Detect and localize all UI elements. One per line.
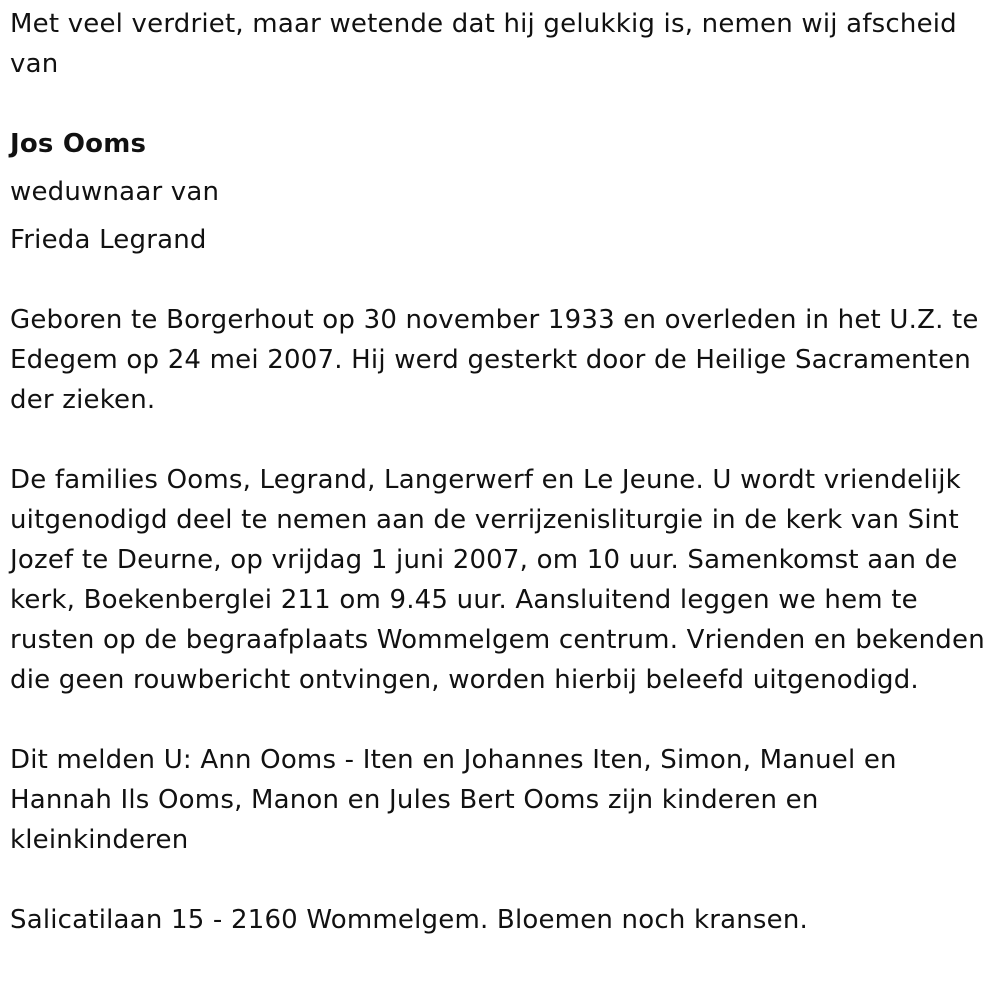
address-line: Salicatilaan 15 - 2160 Wommelgem. Bloemen noch kransen. xyxy=(10,905,809,935)
ceremony-paragraph: De families Ooms, Legrand, Langerwerf en Le Jeune. U wordt vriendelijk uitgenodigd deel te nemen aan de verrijzenisliturgie in de kerk van Sint Jozef te Deurne, op vrijdag 1 juni 2007, om 10 uur. Samenkomst aan de kerk, Boekenberglei 211 om 9.45 uur. Aansluitend leggen we hem te rusten op de begraafplaats Wommelgem centrum. Vrienden en bekenden die geen rouwbericht ontvingen, worden hierbij beleefd uitgenodigd. xyxy=(10,465,985,695)
spouse-name: Frieda Legrand xyxy=(10,225,207,255)
deceased-name: Jos Ooms xyxy=(10,129,147,159)
intro-text: Met veel verdriet, maar wetende dat hij gelukkig is, nemen wij afscheid van xyxy=(10,9,957,79)
birth-death-paragraph: Geboren te Borgerhout op 30 november 1933 en overleden in het U.Z. te Edegem op 24 mei 2007. Hij werd gesterkt door de Heilige Sacramenten der zieken. xyxy=(10,305,979,415)
announcers-paragraph: Dit melden U: Ann Ooms - Iten en Johannes Iten, Simon, Manuel en Hannah Ils Ooms, Manon en Jules Bert Ooms zijn kinderen en kleinkinderen xyxy=(10,745,897,855)
relation-text: weduwnaar van xyxy=(10,177,220,207)
